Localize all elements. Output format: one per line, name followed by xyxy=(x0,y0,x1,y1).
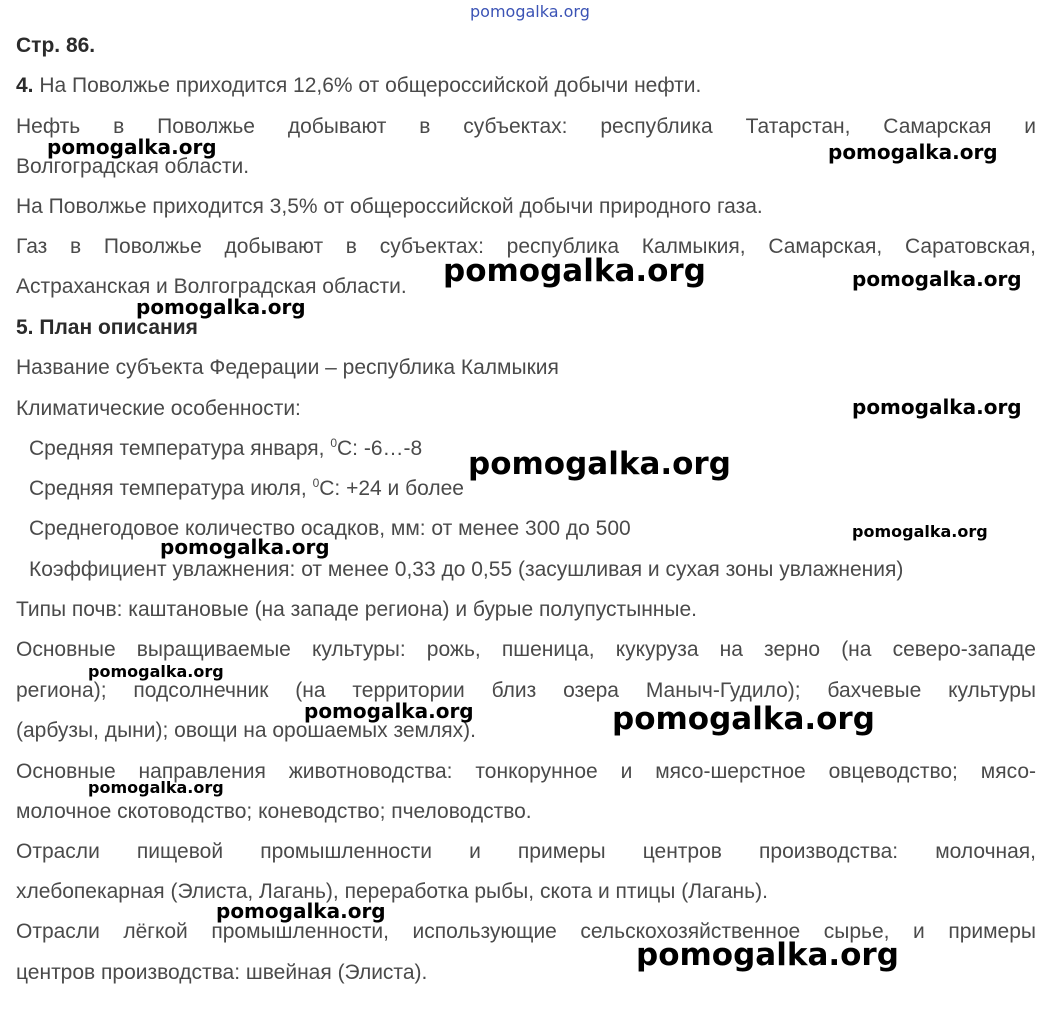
watermark: pomogalka.org xyxy=(47,135,217,159)
january-temperature-value: С: -6…-8 xyxy=(337,437,423,460)
soil-types: Типы почв: каштановые (на западе региона) и бурые полупустынные. xyxy=(16,598,698,621)
food-industry-line-2: хлебопекарная (Элиста, Лагань), переработка рыбы, скота и птицы (Лагань). xyxy=(16,880,768,903)
item4-line xyxy=(16,74,701,98)
item4-number: 4. xyxy=(16,74,34,97)
food-industry-line-1: Отрасли пищевой промышленности и примеры центров производства: молочная, xyxy=(16,840,1036,863)
crops-line-1: Основные выращиваемые культуры: рожь, пшеница, кукуруза на зерно (на северо-западе xyxy=(16,638,1036,661)
gas-regions-line-2: Астраханская и Волгоградская области. xyxy=(16,275,407,298)
crops-line-2: региона); подсолнечник (на территории близ озера Маныч-Гудило); бахчевые культуры xyxy=(16,679,1036,702)
item5-heading: 5. План описания xyxy=(16,316,198,339)
oil-regions-line-1: Нефть в Поволжье добывают в субъектах: республика Татарстан, Самарская и xyxy=(16,115,1036,138)
watermark: pomogalka.org xyxy=(88,662,224,681)
watermark: pomogalka.org xyxy=(88,778,224,797)
watermark: pomogalka.org xyxy=(852,522,988,541)
watermark: pomogalka.org xyxy=(828,140,998,164)
watermark: pomogalka.org xyxy=(443,253,706,289)
item4-oil-share: На Поволжье приходится 12,6% от общероссийской добычи нефти. xyxy=(39,74,702,97)
subject-name: Название субъекта Федерации – республика Калмыкия xyxy=(16,356,559,379)
header-watermark: pomogalka.org xyxy=(470,2,590,21)
oil-regions-line-2: Волгоградская области. xyxy=(16,155,250,178)
watermark: pomogalka.org xyxy=(852,267,1022,291)
watermark: pomogalka.org xyxy=(136,295,306,319)
climate-label: Климатические особенности: xyxy=(16,397,301,420)
watermark: pomogalka.org xyxy=(852,395,1022,419)
crops-line-3: (арбузы, дыни); овощи на орошаемых землях). xyxy=(16,719,476,742)
page-reference: Стр. 86. xyxy=(16,34,96,57)
july-temperature xyxy=(29,477,464,501)
livestock-line-1: Основные направления животноводства: тонкорунное и мясо-шерстное овцеводство; мясо- xyxy=(16,760,1036,783)
moisture-coefficient: Коэффициент увлажнения: от менее 0,33 до 0,55 (засушливая и сухая зоны увлажнения) xyxy=(29,558,904,581)
light-industry-line-1: Отрасли лёгкой промышленности, использующие сельскохозяйственное сырье, и примеры xyxy=(16,920,1036,943)
gas-share: На Поволжье приходится 3,5% от общероссийской добычи природного газа. xyxy=(16,195,763,218)
degree-mark: 0 xyxy=(330,436,337,450)
watermark: pomogalka.org xyxy=(216,899,386,923)
watermark: pomogalka.org xyxy=(612,701,875,737)
january-temperature xyxy=(29,437,422,461)
january-temperature-label: Средняя температура января, xyxy=(29,437,331,460)
watermark: pomogalka.org xyxy=(636,937,899,973)
precipitation: Среднегодовое количество осадков, мм: от менее 300 до 500 xyxy=(29,517,631,540)
july-temperature-value: С: +24 и более xyxy=(319,477,464,500)
light-industry-line-2: центров производства: швейная (Элиста). xyxy=(16,961,428,984)
degree-mark: 0 xyxy=(312,476,320,490)
livestock-line-2: молочное скотоводство; коневодство; пчеловодство. xyxy=(16,800,532,823)
july-temperature-label: Средняя температура июля, xyxy=(29,477,313,500)
watermark: pomogalka.org xyxy=(468,446,731,482)
watermark: pomogalka.org xyxy=(160,535,330,559)
gas-regions-line-1: Газ в Поволжье добывают в субъектах: республика Калмыкия, Самарская, Саратовская, xyxy=(16,235,1036,258)
watermark: pomogalka.org xyxy=(304,699,474,723)
